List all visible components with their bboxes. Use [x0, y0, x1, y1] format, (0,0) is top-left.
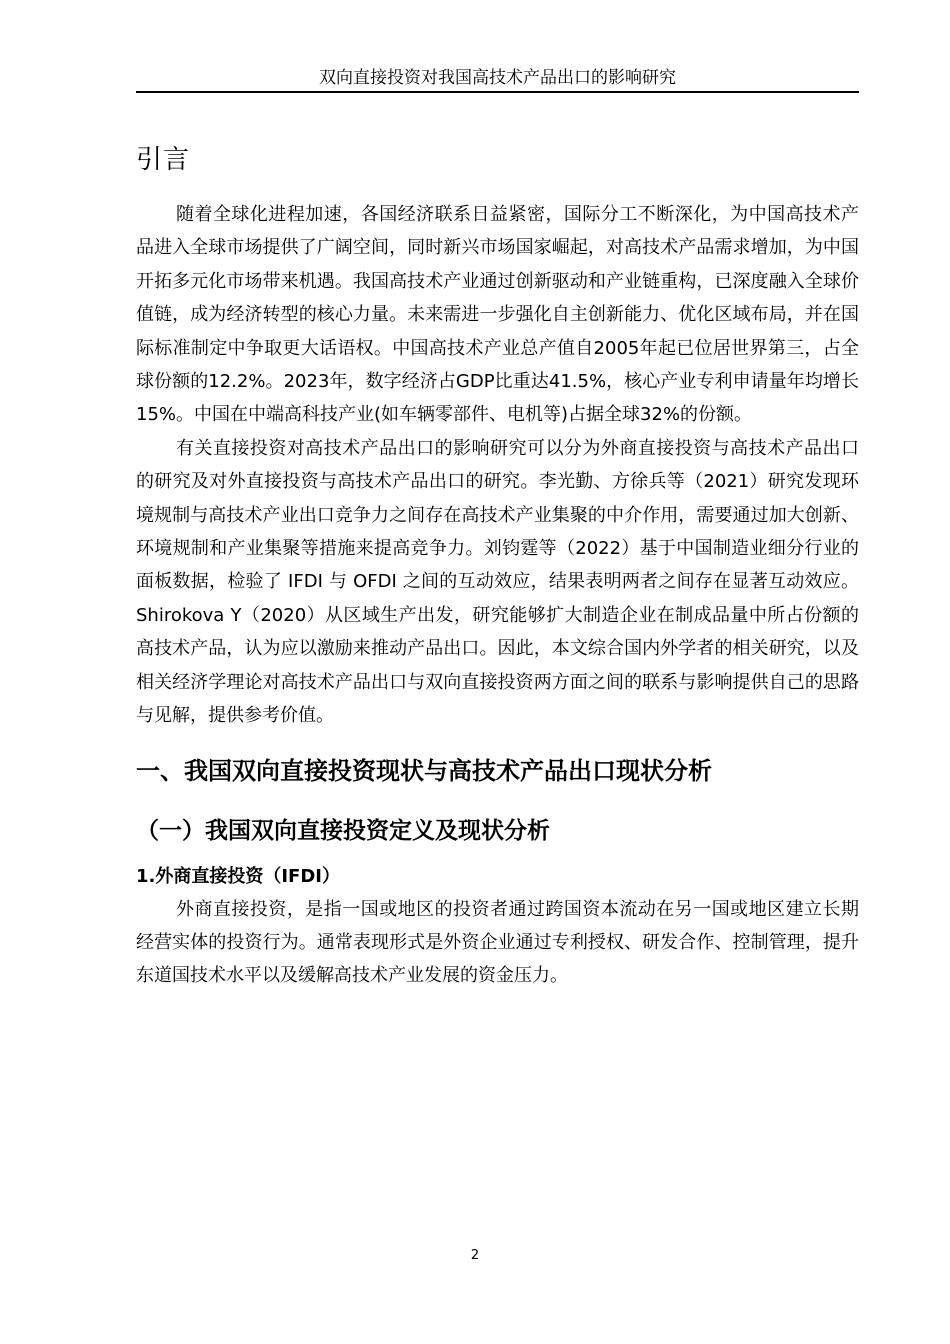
intro-heading: 引言 — [136, 145, 191, 175]
intro-paragraph-1: 随着全球化进程加速，各国经济联系日益紧密，国际分工不断深化，为中国高技术产品进入全球市场提供了广阔空间，同时新兴市场国家崛起，对高技术产品需求增加，为中国开拓多元化市场带来机遇。我国高技术产业通过创新驱动和产业链重构，已深度融入全球价值链，成为经济转型的核心力量。未来需进一步强化自主创新能力、优化区域布局，并在国际标准制定中争取更大话语权。中国高技术产业总产值自2005年起已位居世界第三，占全球份额的12.2%。2023年，数字经济占GDP比重达41.5%，核心产业专利申请量年均增长15%。中国在中端高科技产业(如车辆零部件、电机等)占据全球32%的份额。 — [136, 204, 859, 426]
subsection-1-heading: （一）我国双向直接投资定义及现状分析 — [136, 817, 550, 844]
page-number: 2 — [470, 1248, 480, 1263]
running-header: 双向直接投资对我国高技术产品出口的影响研究 — [319, 68, 676, 88]
intro-paragraph-2: 有关直接投资对高技术产品出口的影响研究可以分为外商直接投资与高技术产品出口的研究及对外直接投资与高技术产品出口的研究。李光勤、方徐兵等（2021）研究发现环境规制与高技术产业出口竞争力之间存在高技术产业集聚的中介作用，需要通过加大创新、环境规制和产业集聚等措施来提高竞争力。刘钧霆等（2022）基于中国制造业细分行业的面板数据，检验了 IFDI 与 OFDI 之间的互动效应，结果表明两者之间存在显著互动效应。Shirokova Y（2020）从区域生产出发，研究能够扩大制造企业在制成品量中所占份额的高技术产品，认为应以激励来推动产品出口。因此，本文综合国内外学者的相关研究，以及相关经济学理论对高技术产品出口与双向直接投资两方面之间的联系与影响提供自己的思路与见解，提供参考价值。 — [136, 437, 859, 727]
section-1-heading: 一、我国双向直接投资现状与高技术产品出口现状分析 — [136, 756, 712, 785]
page-content — [136, 140, 859, 993]
item-1-paragraph: 外商直接投资，是指一国或地区的投资者通过跨国资本流动在另一国或地区建立长期经营实体的投资行为。通常表现形式是外资企业通过专利授权、研发合作、控制管理，提升东道国技术水平以及缓解高技术产业发展的资金压力。 — [136, 898, 859, 987]
header-rule — [136, 91, 859, 93]
item-1-heading: 1.外商直接投资（IFDI） — [136, 865, 340, 887]
